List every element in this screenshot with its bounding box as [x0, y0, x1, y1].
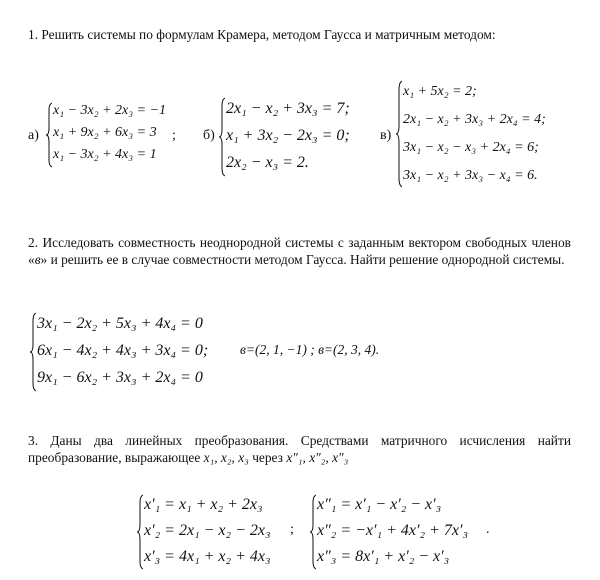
- task3-sys1-sep: ;: [290, 522, 294, 537]
- brace-icon: [219, 97, 225, 177]
- task1c-row-3: 3x₁ − x₂ − x₃ + 2x₄ = 6;: [403, 140, 539, 155]
- task1b-row-2: x₁ + 3x₂ − 2x₃ = 0;: [226, 127, 350, 144]
- task1-text: 1. Решить системы по формулам Крамера, методом Гаусса и матричным методом:: [28, 27, 496, 42]
- task1a-row-2: x₁ + 9x₂ + 6x₃ = 3: [53, 125, 157, 140]
- task1b-system: [219, 95, 350, 176]
- task3-system-2: [310, 492, 468, 570]
- task3-sys1-row-1: x′₁ = x₁ + x₂ + 2x₃: [144, 496, 263, 513]
- brace-icon: [310, 494, 316, 570]
- task2-row-2: 6x₁ − 4x₂ + 4x₃ + 3x₄ = 0;: [37, 342, 209, 359]
- task1c-row-1: x₁ + 5x₂ = 2;: [403, 84, 477, 99]
- task3-sys1-row-3: x′₃ = 4x₁ + x₂ + 4x₃: [144, 548, 271, 565]
- task2-vectors: в=(2, 1, −1) ; в=(2, 3, 4).: [240, 342, 380, 357]
- task2-row-1: 3x₁ − 2x₂ + 5x₃ + 4x₄ = 0: [37, 315, 203, 332]
- task1a-row-1: x₁ − 3x₂ + 2x₃ = −1: [53, 103, 167, 118]
- task3-text: 3. Даны два линейных преобразования. Средствами матричного исчисления найти преобразование, выражающее x₁, x₂, x₃ через x″₁, x″₂, x″₃: [28, 433, 571, 465]
- vars-to: x″₁, x″₂, x″₃: [286, 450, 349, 465]
- task2-row-3: 9x₁ − 6x₂ + 3x₃ + 2x₄ = 0: [37, 369, 203, 386]
- task1a-label: а): [28, 128, 39, 143]
- brace-icon: [46, 102, 52, 168]
- brace-icon: [30, 312, 36, 392]
- task1a-row-3: x₁ − 3x₂ + 4x₃ = 1: [53, 147, 157, 162]
- task3-sys2-row-2: x″₂ = −x′₁ + 4x′₂ + 7x′₃: [317, 522, 469, 539]
- task1c-row-2: 2x₁ − x₂ + 3x₃ + 2x₄ = 4;: [403, 112, 546, 127]
- brace-icon: [396, 80, 402, 188]
- task3-sys2-sep: .: [486, 522, 490, 537]
- task1b-row-3: 2x₂ − x₃ = 2.: [226, 154, 309, 171]
- task2-text: 2. Исследовать совместность неоднородной системы с заданным вектором свободных членов «в» и решить ее в случае совместности методом Гаусса. Найти решение однородной системы.: [28, 235, 571, 267]
- brace-icon: [137, 494, 143, 570]
- task3-sys2-row-1: x″₁ = x′₁ − x′₂ − x′₃: [317, 496, 442, 513]
- task1c-row-4: 3x₁ − x₂ + 3x₃ − x₄ = 6.: [403, 168, 538, 183]
- task1c-label: в): [380, 128, 392, 143]
- task1c-system: [396, 78, 546, 190]
- task3-sys2-row-3: x″₃ = 8x′₁ + x′₂ − x′₃: [317, 548, 450, 565]
- task2-system: [30, 310, 208, 391]
- task1a-sep: ;: [172, 128, 176, 143]
- vars-from: x₁, x₂, x₃: [203, 450, 249, 465]
- task1b-label: б): [203, 128, 215, 143]
- vector-var: в: [34, 252, 41, 267]
- task3-sys1-row-2: x′₂ = 2x₁ − x₂ − 2x₃: [144, 522, 271, 539]
- task3-system-1: [137, 492, 271, 570]
- task1a-system: [46, 100, 166, 166]
- task1b-row-1: 2x₁ − x₂ + 3x₃ = 7;: [226, 100, 350, 117]
